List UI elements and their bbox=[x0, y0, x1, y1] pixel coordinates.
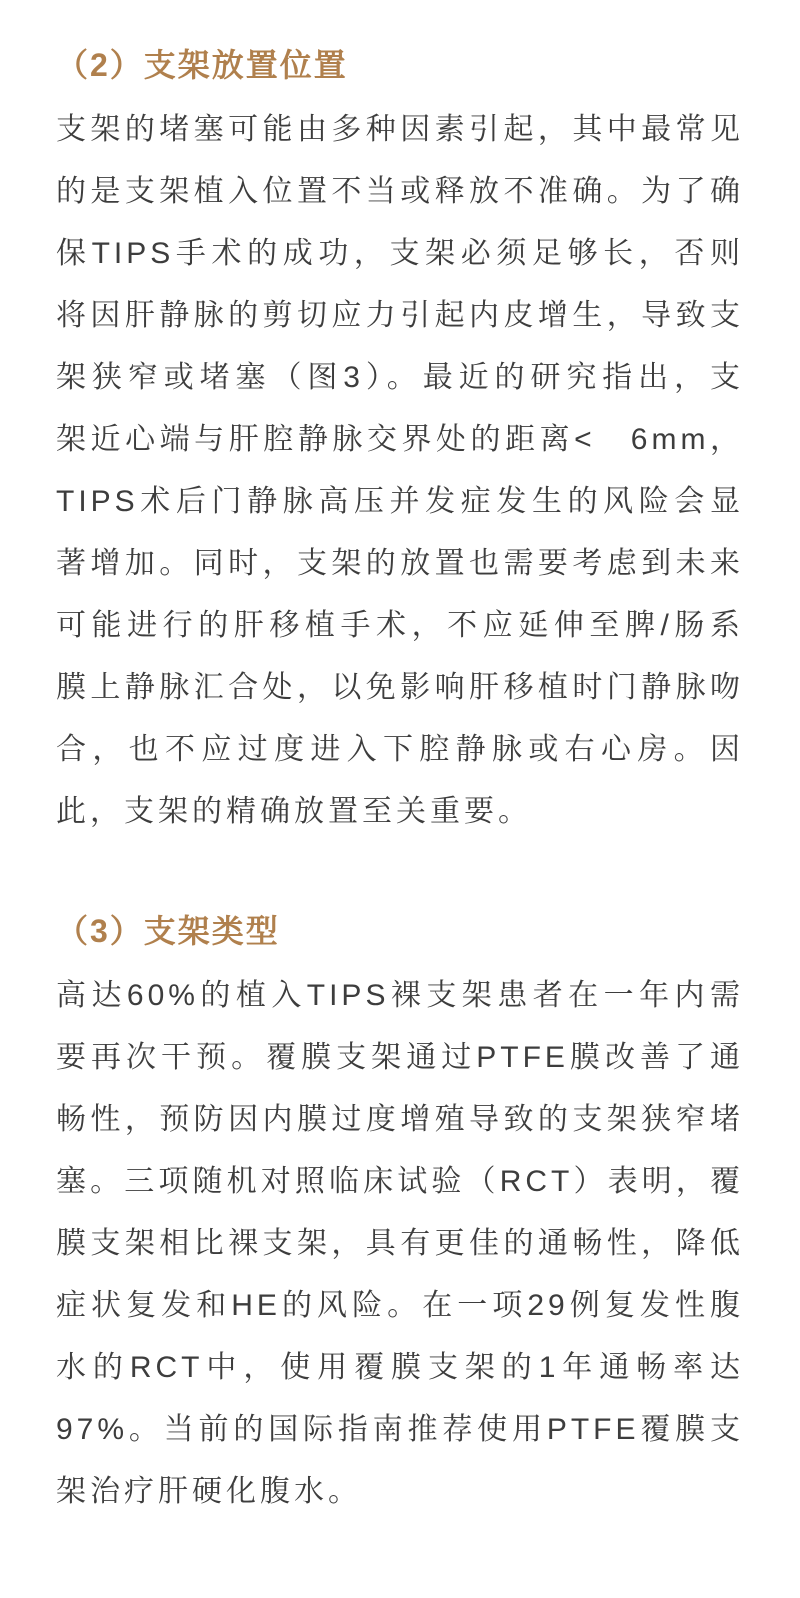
text-line: 要再次干预。覆膜支架通过PTFE膜改善了通 bbox=[56, 1041, 744, 1074]
text-line: 此，支架的精确放置至关重要。 bbox=[56, 795, 532, 828]
text-line: 著增加。同时，支架的放置也需要考虑到未来 bbox=[56, 547, 744, 580]
text-line: 97%。当前的国际指南推荐使用PTFE覆膜支 bbox=[56, 1413, 744, 1446]
text-line: 支架的堵塞可能由多种因素引起，其中最常见 bbox=[56, 113, 744, 146]
paragraph-stent-placement bbox=[56, 99, 744, 843]
text-line: 架治疗肝硬化腹水。 bbox=[56, 1475, 362, 1508]
text-line: 架近心端与肝腔静脉交界处的距离< 6mm， bbox=[56, 423, 744, 456]
text-line: 高达60%的植入TIPS裸支架患者在一年内需 bbox=[56, 979, 744, 1012]
text-line: 可能进行的肝移植手术，不应延伸至脾/肠系 bbox=[56, 609, 744, 642]
section-stent-type bbox=[56, 911, 744, 1523]
document-page bbox=[0, 45, 800, 1598]
text-line: 合，也不应过度进入下腔静脉或右心房。因 bbox=[56, 733, 744, 766]
section-heading-stent-placement: （2）支架放置位置 bbox=[56, 47, 348, 83]
text-line: 的是支架植入位置不当或释放不准确。为了确 bbox=[56, 175, 744, 208]
text-line: 症状复发和HE的风险。在一项29例复发性腹 bbox=[56, 1289, 744, 1322]
text-line: 膜上静脉汇合处，以免影响肝移植时门静脉吻 bbox=[56, 671, 744, 704]
text-line: 将因肝静脉的剪切应力引起内皮增生，导致支 bbox=[56, 299, 744, 332]
text-line: 保TIPS手术的成功，支架必须足够长，否则 bbox=[56, 237, 744, 270]
section-heading-stent-type: （3）支架类型 bbox=[56, 913, 280, 949]
text-line: TIPS术后门静脉高压并发症发生的风险会显 bbox=[56, 485, 744, 518]
text-line: 膜支架相比裸支架，具有更佳的通畅性，降低 bbox=[56, 1227, 744, 1260]
text-line: 畅性，预防因内膜过度增殖导致的支架狭窄堵 bbox=[56, 1103, 744, 1136]
text-line: 水的RCT中，使用覆膜支架的1年通畅率达 bbox=[56, 1351, 744, 1384]
section-stent-placement bbox=[56, 45, 744, 843]
text-line: 架狭窄或堵塞（图3）。最近的研究指出，支 bbox=[56, 361, 744, 394]
text-line: 塞。三项随机对照临床试验（RCT）表明，覆 bbox=[56, 1165, 744, 1198]
paragraph-stent-type bbox=[56, 965, 744, 1523]
